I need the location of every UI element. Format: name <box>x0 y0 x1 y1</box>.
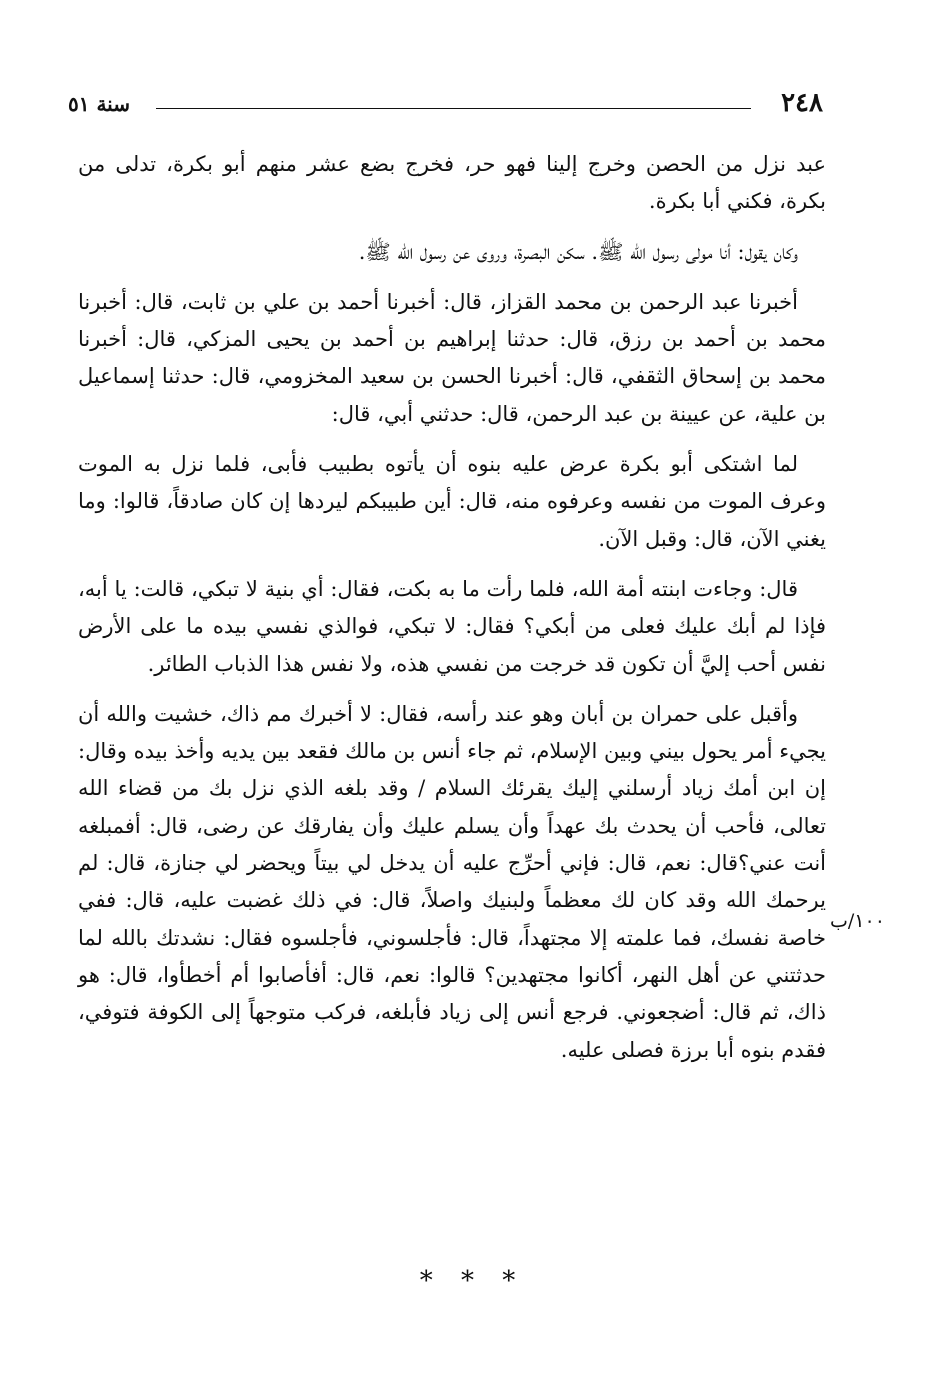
running-head-year: سنة ٥١ <box>68 92 130 116</box>
page-header <box>68 88 823 128</box>
paragraph: قال: وجاءت ابنته أمة الله، فلما رأت ما به بكت، فقال: أي بنية لا تبكي، قالت: يا أبه، فإذا لم أبك عليك فعلى من أبكي؟ فقال: لا تبكي، فوالذي نفسي بيده ما على الأرض نفس أحب إليَّ أن تكون قد خرجت من نفسي هذه، ولا نفس هذا الذباب الطائر. <box>78 576 826 676</box>
paragraph: وكان يقول: أنا مولى رسول الله ﷺ. سكن البصرة، وروى عن رسول الله ﷺ. <box>358 239 798 264</box>
header-rule <box>156 108 751 109</box>
paragraph: لما اشتكى أبو بكرة عرض عليه بنوه أن يأتوه بطبيب فأبى، فلما نزل به الموت وعرف الموت من نفسه وعرفوه منه، قال: أين طبيبكم ليردها إن كان صادقاً، قالوا: وما يغني الآن، قال: وقبل الآن. <box>78 452 826 551</box>
page-number: ٢٤٨ <box>781 88 823 118</box>
paragraph: عبد نزل من الحصن وخرج إلينا فهو حر، فخرج بضع عشر منهم أبو بكرة، تدلى من بكرة، فكني أبا بكرة. <box>78 152 826 214</box>
paragraph: أخبرنا عبد الرحمن بن محمد القزاز، قال: أخبرنا أحمد بن علي بن ثابت، قال: أخبرنا محمد بن أحمد بن رزق، قال: حدثنا إبراهيم بن أحمد بن يحيى المزكي، قال: أخبرنا محمد بن إسحاق الثقفي، قال: أخبرنا الحسن بن سعيد المخزومي، قال: حدثنا إسماعيل بن علية، عن عيينة بن عبد الرحمن، قال: حدثني أبي، قال: <box>78 289 826 426</box>
main-text <box>78 146 826 1082</box>
manuscript-folio-note: ١٠٠/ب <box>830 910 885 932</box>
section-separator: * * * <box>419 1266 526 1296</box>
paragraph: وأقبل على حمران بن أبان وهو عند رأسه، فقال: لا أخبرك مم ذاك، خشيت والله أن يجيء أمر يحول بيني وبين الإسلام، ثم جاء أنس بن مالك فقعد بين يديه وأخذ بيده وقال: إن ابن أمك زياد أرسلني إليك يقرئك السلام / وقد بلغه الذي نزل بك من قضاء الله تعالى، فأحب أن يحدث بك عهداً وأن يسلم عليك وأن يفارقك عن رضى، قال: أفمبلغه أنت عني؟قال: نعم، قال: فإني أحرِّج عليه أن يدخل لي بيتاً ويحضر لي جنازة، قال: لم يرحمك الله وقد كان لك معظماً ولبنيك واصلاً، قال: في ذلك غضبت عليه، قال: ففي خاصة نفسك، فما علمته إلا مجتهداً، قال: فأجلسوني، فأجلسوه فقال: نشدتك بالله لما حدثتني عن أهل النهر، أكانوا مجتهدين؟ قالوا: نعم، قال: أفأصابوا أم أخطأوا، قال: هو ذاك، ثم قال: أضجعوني. فرجع أنس إلى زياد فأبلغه، فركب متوجهاً إلى الكوفة فتوفي، فقدم بنوه أبا برزة فصلى عليه. <box>78 701 826 1062</box>
